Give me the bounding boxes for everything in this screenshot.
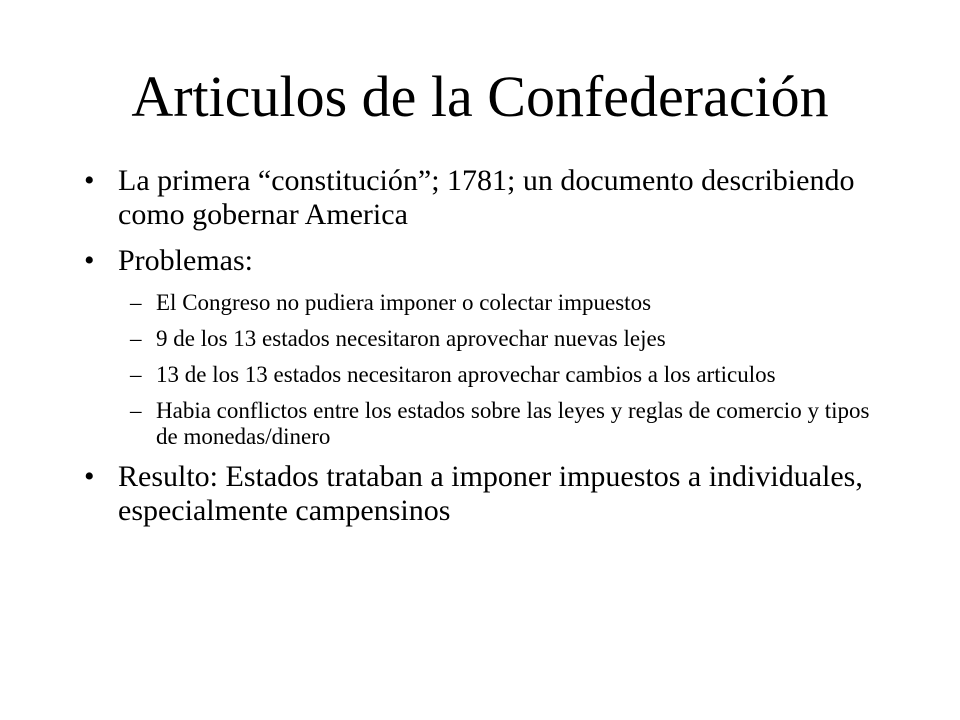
sub-bullet-item <box>80 326 880 352</box>
sub-bullet-marker: – <box>130 398 142 423</box>
bullet-text: Problemas: <box>118 244 253 277</box>
sub-bullet-text: 13 de los 13 estados necesitaron aprovechar cambios a los articulos <box>156 362 776 387</box>
sub-bullet-marker: – <box>130 326 142 351</box>
sub-bullet-item <box>80 290 880 316</box>
bullet-marker: • <box>84 460 95 493</box>
bullet-item <box>80 460 880 528</box>
bullet-marker: • <box>84 244 95 277</box>
sub-bullet-text: 9 de los 13 estados necesitaron aprovechar nuevas lejes <box>156 326 666 351</box>
sub-bullet-marker: – <box>130 362 142 387</box>
slide-content <box>80 164 880 540</box>
sub-bullet-text: Habia conflictos entre los estados sobre las leyes y reglas de comercio y tipos de monedas/dinero <box>156 398 870 449</box>
sub-bullet-item <box>80 398 880 450</box>
bullet-item <box>80 164 880 232</box>
bullet-text: Resulto: Estados trataban a imponer impuestos a individuales, especialmente campensinos <box>118 460 863 527</box>
bullet-item <box>80 244 880 278</box>
bullet-marker: • <box>84 164 95 197</box>
sub-bullet-marker: – <box>130 290 142 315</box>
sub-bullet-list <box>80 290 880 450</box>
bullet-text: La primera “constitución”; 1781; un documento describiendo como gobernar America <box>118 164 855 231</box>
sub-bullet-item <box>80 362 880 388</box>
slide-title: Articulos de la Confederación <box>131 64 829 129</box>
sub-bullet-text: El Congreso no pudiera imponer o colectar impuestos <box>156 290 652 315</box>
